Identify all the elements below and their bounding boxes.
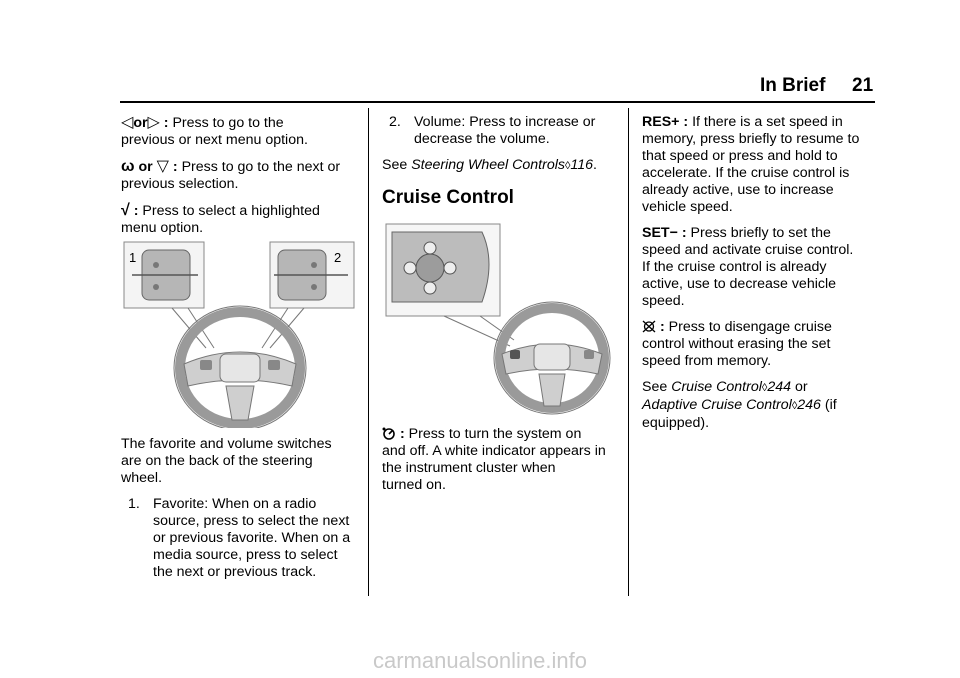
text: See	[382, 157, 408, 173]
text: equipped).	[642, 415, 710, 431]
cruise-control-heading: Cruise Control	[382, 187, 514, 208]
text: Press to go to the next or	[181, 159, 341, 175]
steering-wheel-hub	[220, 354, 260, 382]
text: Volume: Press to increase or	[414, 114, 596, 130]
callout-1: 1	[129, 250, 137, 265]
set-paragraph	[642, 225, 878, 310]
text: or previous favorite. When on a	[153, 530, 351, 546]
watermark: carmanualsonline.info	[372, 648, 588, 673]
text: See	[642, 379, 668, 395]
selection-paragraph	[121, 158, 361, 193]
cancel-paragraph	[642, 319, 878, 370]
page-ref[interactable]: 244	[767, 379, 791, 395]
cruise-on-off-paragraph	[382, 426, 626, 494]
text: the next or previous track.	[153, 564, 317, 580]
text: The favorite and volume switches	[121, 436, 332, 452]
text: or	[794, 379, 808, 395]
text: Favorite: When on a radio	[153, 496, 317, 512]
cruise-control-figure	[384, 222, 614, 418]
colon: :	[659, 319, 665, 335]
text: source, press to select the next	[153, 513, 350, 529]
column-divider-1	[368, 108, 369, 596]
text: If there is a set speed in	[692, 114, 843, 130]
text: control without erasing the set	[642, 336, 831, 352]
text: speed.	[642, 293, 685, 309]
text: speed and activate cruise control.	[642, 242, 854, 258]
text: active, use to decrease vehicle	[642, 276, 837, 292]
adaptive-cruise-control-link[interactable]: Adaptive Cruise Control	[642, 397, 792, 413]
text: speed from memory.	[642, 353, 772, 369]
text: previous selection.	[121, 176, 239, 192]
see-reference	[382, 157, 622, 175]
right-arrow-icon: ▷	[147, 114, 160, 131]
left-arrow-icon: ◁	[121, 114, 134, 131]
steering-wheel-controls-link[interactable]: Steering Wheel Controls	[411, 157, 565, 173]
check-icon: √	[121, 202, 130, 219]
text: previous or next menu option.	[121, 132, 308, 148]
resume-paragraph	[642, 114, 878, 216]
column-2-lower	[382, 426, 626, 503]
page-ref[interactable]: 116	[570, 157, 594, 173]
cruise-control-icon	[382, 426, 400, 442]
colon: :	[163, 115, 169, 131]
page-number: 21	[852, 75, 874, 96]
cruise-control-link[interactable]: Cruise Control	[671, 379, 762, 395]
text: the instrument cluster when	[382, 460, 556, 476]
list-item	[382, 114, 622, 148]
select-paragraph	[121, 202, 361, 237]
switch-location-paragraph	[121, 436, 361, 487]
text: decrease the volume.	[414, 131, 550, 147]
up-arrow-icon: ω	[121, 158, 135, 175]
colon: :	[172, 159, 178, 175]
column-2	[382, 114, 622, 216]
text: (if	[824, 397, 837, 413]
text: wheel.	[121, 470, 163, 486]
or-label: or	[138, 159, 153, 175]
text: accelerate. If the cruise control is	[642, 165, 850, 181]
text: and off. A white indicator appears in	[382, 443, 606, 459]
text: Press briefly to set the	[690, 225, 831, 241]
page-ref-icon: ◊	[761, 382, 768, 394]
colon: :	[399, 426, 405, 442]
column-1-lower	[121, 436, 361, 590]
text: Press to disengage cruise	[668, 319, 832, 335]
cancel-cruise-icon	[642, 319, 660, 335]
text: turned on.	[382, 477, 446, 493]
text: are on the back of the steering	[121, 453, 313, 469]
header-rule	[120, 101, 875, 103]
steering-wheel-back-switches-figure	[122, 240, 362, 428]
text: already active, use to increase	[642, 182, 834, 198]
set-minus-label: SET− :	[642, 225, 687, 241]
text: memory, press briefly to resume to	[642, 131, 860, 147]
page-ref-icon: ◊	[564, 160, 571, 172]
res-plus-label: RES+ :	[642, 114, 689, 130]
text: Press to go to the	[172, 115, 284, 131]
column-3	[642, 114, 878, 441]
list-number: 1.	[128, 496, 140, 512]
text: vehicle speed.	[642, 199, 733, 215]
colon: :	[133, 203, 139, 219]
text: .	[593, 157, 597, 173]
see-reference	[642, 379, 878, 432]
menu-option-paragraph	[121, 114, 361, 149]
list-item	[121, 496, 361, 581]
column-1	[121, 114, 361, 246]
text: that speed or press and hold to	[642, 148, 838, 164]
text: menu option.	[121, 220, 204, 236]
text: media source, press to select	[153, 547, 338, 563]
list-number: 2.	[389, 114, 401, 130]
down-arrow-icon: ▽	[156, 158, 169, 175]
text: Press to select a highlighted	[142, 203, 320, 219]
column-divider-2	[628, 108, 629, 596]
or-label: or	[133, 115, 148, 131]
text: Press to turn the system on	[408, 426, 582, 442]
text: If the cruise control is already	[642, 259, 827, 275]
section-title-header: In Brief	[760, 75, 826, 96]
page-ref-icon: ◊	[791, 400, 798, 412]
callout-2: 2	[334, 250, 342, 265]
page-ref[interactable]: 246	[797, 397, 821, 413]
